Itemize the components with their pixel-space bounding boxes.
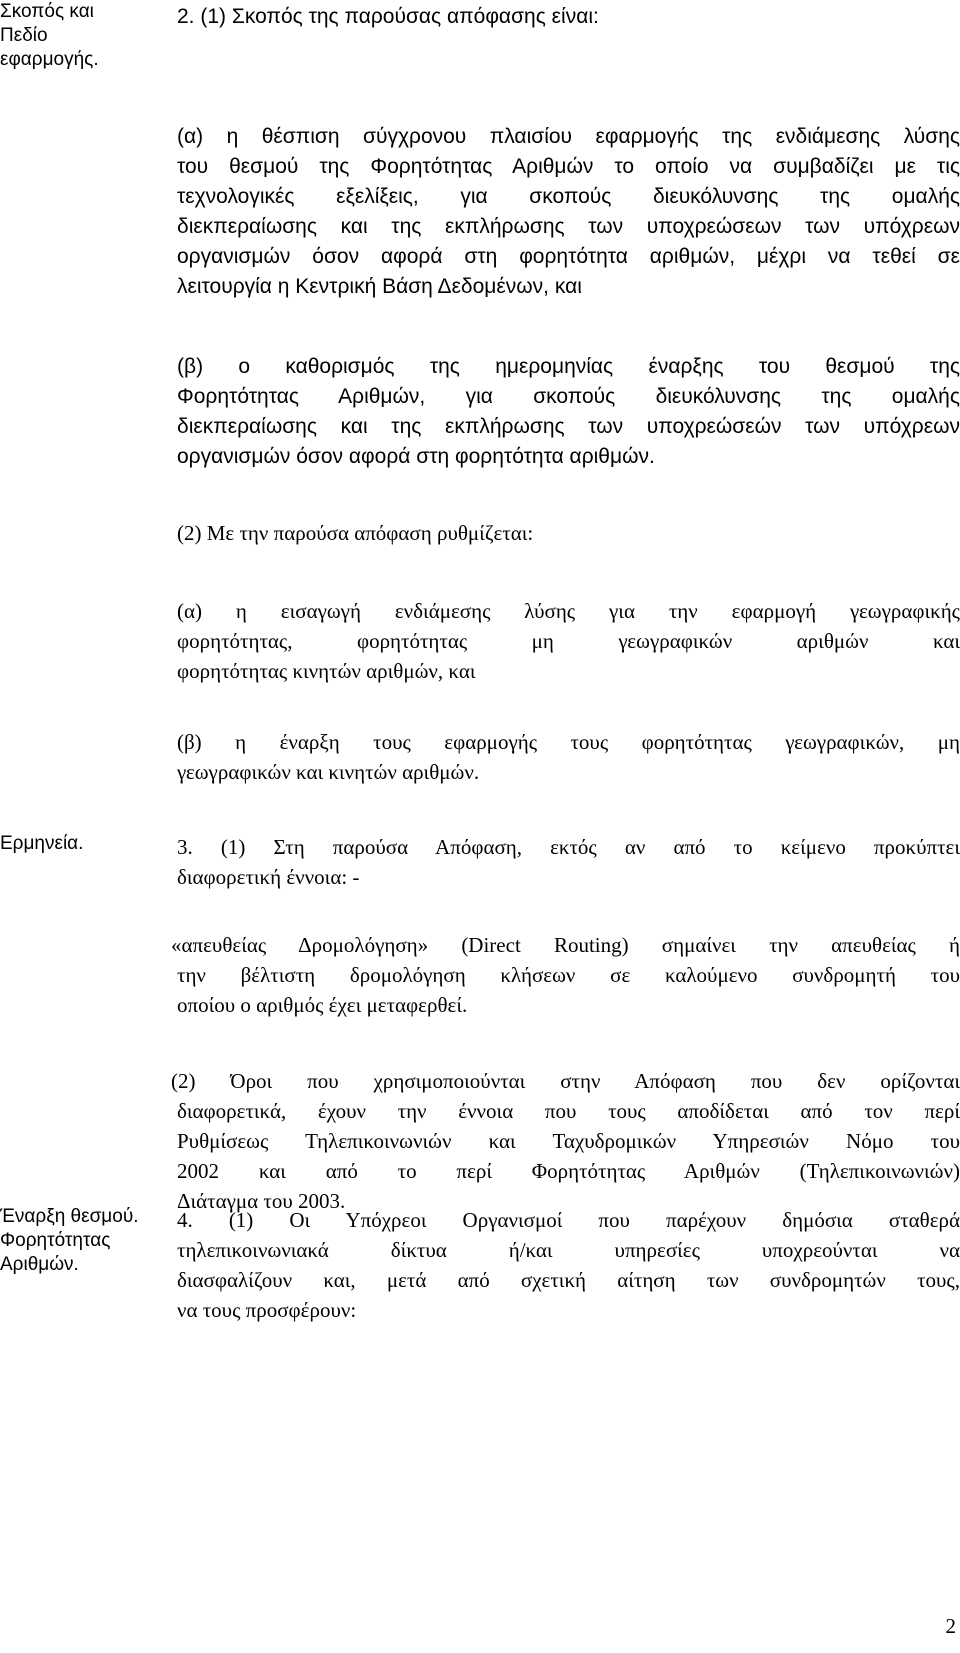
- paragraph-line: «απευθείας Δρομολόγηση» (Direct Routing) σημαίνει την απευθείας ή: [171, 933, 960, 957]
- paragraph-line: (2) Με την παρούσα απόφαση ρυθμίζεται:: [177, 521, 534, 545]
- section-2-2: [177, 518, 960, 548]
- paragraph-line: Φορητότητας Αριθμών, για σκοπούς διευκόλυνσης της ομαλής: [177, 385, 960, 408]
- margin-note-line: Φορητότητας: [0, 1230, 111, 1251]
- section-2-1-a: [177, 122, 960, 302]
- paragraph-line: διασφαλίζουν και, μετά από σχετική αίτηση των συνδρομητών τους,: [177, 1268, 960, 1292]
- paragraph-line: (β) η έναρξη τους εφαρμογής τους φορητότητας γεωγραφικών, μη: [177, 730, 960, 754]
- margin-note-line: Έναρξη θεσμού.: [0, 1206, 139, 1227]
- margin-note-line: Σκοπός και: [0, 1, 94, 22]
- paragraph-line: 2002 και από το περί Φορητότητας Αριθμών (Τηλεπικοινωνιών): [177, 1159, 960, 1183]
- paragraph-line: (α) η θέσπιση σύγχρονου πλαισίου εφαρμογής της ενδιάμεσης λύσης: [177, 125, 960, 148]
- margin-note-scope: [0, 0, 160, 72]
- margin-note-line: Αριθμών.: [0, 1254, 79, 1275]
- paragraph-line: διαφορετική έννοια: -: [177, 865, 360, 889]
- paragraph-line: διαφορετικά, έχουν την έννοια που τους αποδίδεται από τον περί: [177, 1099, 960, 1123]
- section-2-2-b: [177, 727, 960, 787]
- paragraph-line: λειτουργία η Κεντρική Βάση Δεδομένων, και: [177, 275, 582, 298]
- section-3-2: [171, 1066, 960, 1216]
- section-4-1: [177, 1205, 960, 1325]
- paragraph-line: τεχνολογικές εξελίξεις, για σκοπούς διευκόλυνσης της ομαλής: [177, 185, 960, 208]
- page-number: 2: [945, 1614, 956, 1638]
- paragraph-line: οποίου ο αριθμός έχει μεταφερθεί.: [177, 993, 468, 1017]
- paragraph-line: 4. (1) Οι Υπόχρεοι Οργανισμοί που παρέχουν δημόσια σταθερά: [177, 1208, 960, 1232]
- margin-note-start: [0, 1205, 160, 1277]
- paragraph-line: Διάταγμα του 2003.: [177, 1189, 346, 1213]
- paragraph-line: οργανισμών όσον αφορά στη φορητότητα αριθμών.: [177, 445, 655, 468]
- paragraph-line: την βέλτιστη δρομολόγηση κλήσεων σε καλούμενο συνδρομητή του: [177, 963, 960, 987]
- paragraph-line: του θεσμού της Φορητότητας Αριθμών το οποίο να συμβαδίζει με τις: [177, 155, 960, 178]
- paragraph-line: (2) Όροι που χρησιμοποιούνται στην Απόφαση που δεν ορίζονται: [171, 1069, 960, 1093]
- paragraph-line: οργανισμών όσον αφορά στη φορητότητα αριθμών, μέχρι να τεθεί σε: [177, 245, 960, 268]
- paragraph-line: (β) ο καθορισμός της ημερομηνίας έναρξης του θεσμού της: [177, 355, 960, 378]
- section-2-intro: [177, 2, 960, 32]
- section-2-2-a: [177, 596, 960, 686]
- paragraph-line: φορητότητας κινητών αριθμών, και: [177, 659, 476, 683]
- section-3-definition: [171, 930, 960, 1020]
- paragraph-line: διεκπεραίωσης και της εκπλήρωσης των υποχρεώσεων των υπόχρεων: [177, 215, 960, 238]
- paragraph-line: (α) η εισαγωγή ενδιάμεσης λύσης για την εφαρμογή γεωγραφικής: [177, 599, 960, 623]
- margin-note-line: Πεδίο: [0, 25, 48, 46]
- paragraph-line: τηλεπικοινωνιακά δίκτυα ή/και υπηρεσίες υποχρεούνται να: [177, 1238, 960, 1262]
- section-3-1: [177, 832, 960, 892]
- margin-note-interpretation: [0, 832, 160, 856]
- margin-note-line: Ερμηνεία.: [0, 833, 84, 854]
- paragraph-line: να τους προσφέρουν:: [177, 1298, 357, 1322]
- paragraph-line: Ρυθμίσεως Τηλεπικοινωνιών και Ταχυδρομικών Υπηρεσιών Νόμο του: [177, 1129, 960, 1153]
- paragraph-line: 3. (1) Στη παρούσα Απόφαση, εκτός αν από το κείμενο προκύπτει: [177, 835, 960, 859]
- paragraph-line: 2. (1) Σκοπός της παρούσας απόφασης είναι:: [177, 5, 599, 28]
- paragraph-line: φορητότητας, φορητότητας μη γεωγραφικών αριθμών και: [177, 629, 960, 653]
- section-2-1-b: [177, 352, 960, 472]
- paragraph-line: διεκπεραίωσης και της εκπλήρωσης των υποχρεώσεών των υπόχρεων: [177, 415, 960, 438]
- paragraph-line: γεωγραφικών και κινητών αριθμών.: [177, 760, 480, 784]
- margin-note-line: εφαρμογής.: [0, 49, 99, 70]
